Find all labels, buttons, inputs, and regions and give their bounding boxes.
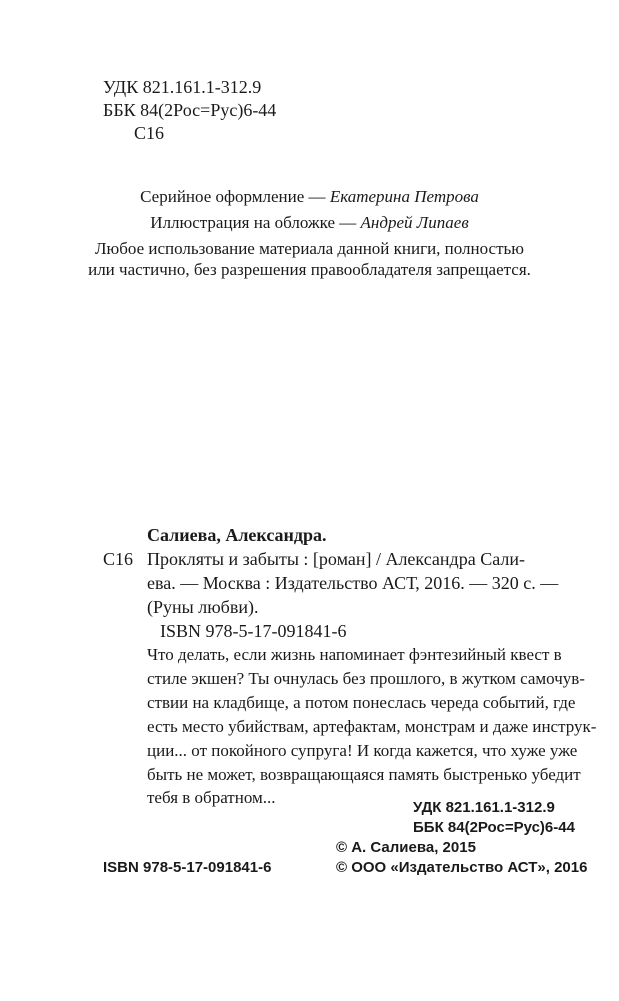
- annotation-line-3: ствии на кладбище, а потом понеслась череда событий, где: [147, 693, 576, 712]
- author-mark: С16: [134, 123, 165, 143]
- catalog-description-line-1: Прокляты и забыты : [роман] / Александра Сали-: [147, 549, 525, 569]
- annotation-line-6: быть не может, возвращающаяся память быстренько убедит: [147, 765, 581, 784]
- catalog-description-line-2: ева. — Москва : Издательство АСТ, 2016. — 320 с. —: [147, 573, 559, 593]
- cover-illustration-credit: [0, 212, 619, 233]
- bottom-bbk-code: ББК 84(2Рос=Рус)6-44: [413, 819, 575, 836]
- bottom-udk-code: УДК 821.161.1-312.9: [413, 799, 555, 816]
- udk-code: УДК 821.161.1-312.9: [103, 77, 262, 97]
- catalog-mark: С16: [103, 549, 134, 569]
- catalog-isbn: ISBN 978-5-17-091841-6: [160, 621, 347, 641]
- annotation-line-4: есть место убийствам, артефактам, монстрам и даже инструк-: [147, 717, 597, 736]
- copyright-publisher: © ООО «Издательство АСТ», 2016: [336, 859, 588, 876]
- bbk-code: ББК 84(2Рос=Рус)6-44: [103, 100, 277, 120]
- copyright-notice-line-2: или частично, без разрешения правообладателя запрещается.: [88, 260, 531, 279]
- footer-isbn: ISBN 978-5-17-091841-6: [103, 859, 272, 876]
- annotation-line-7: тебя в обратном...: [147, 788, 276, 807]
- cover-illustrator-name: Андрей Липаев: [360, 213, 469, 232]
- series-design-label: Серийное оформление —: [140, 187, 330, 206]
- copyright-notice-line-1: Любое использование материала данной книги, полностью: [95, 239, 524, 258]
- catalog-description-line-3: (Руны любви).: [147, 597, 259, 617]
- annotation-line-5: ции... от покойного супруга! И когда кажется, что хуже уже: [147, 741, 578, 760]
- cover-illustration-label: Иллюстрация на обложке —: [150, 213, 361, 232]
- annotation-line-2: стиле экшен? Ты очнулась без прошлого, в жутком самочув-: [147, 669, 585, 688]
- series-design-credit: [0, 186, 619, 207]
- annotation-line-1: Что делать, если жизнь напоминает фэнтезийный квест в: [147, 645, 562, 664]
- catalog-author: Салиева, Александра.: [147, 525, 327, 545]
- series-designer-name: Екатерина Петрова: [329, 187, 479, 206]
- copyright-author: © А. Салиева, 2015: [336, 839, 476, 856]
